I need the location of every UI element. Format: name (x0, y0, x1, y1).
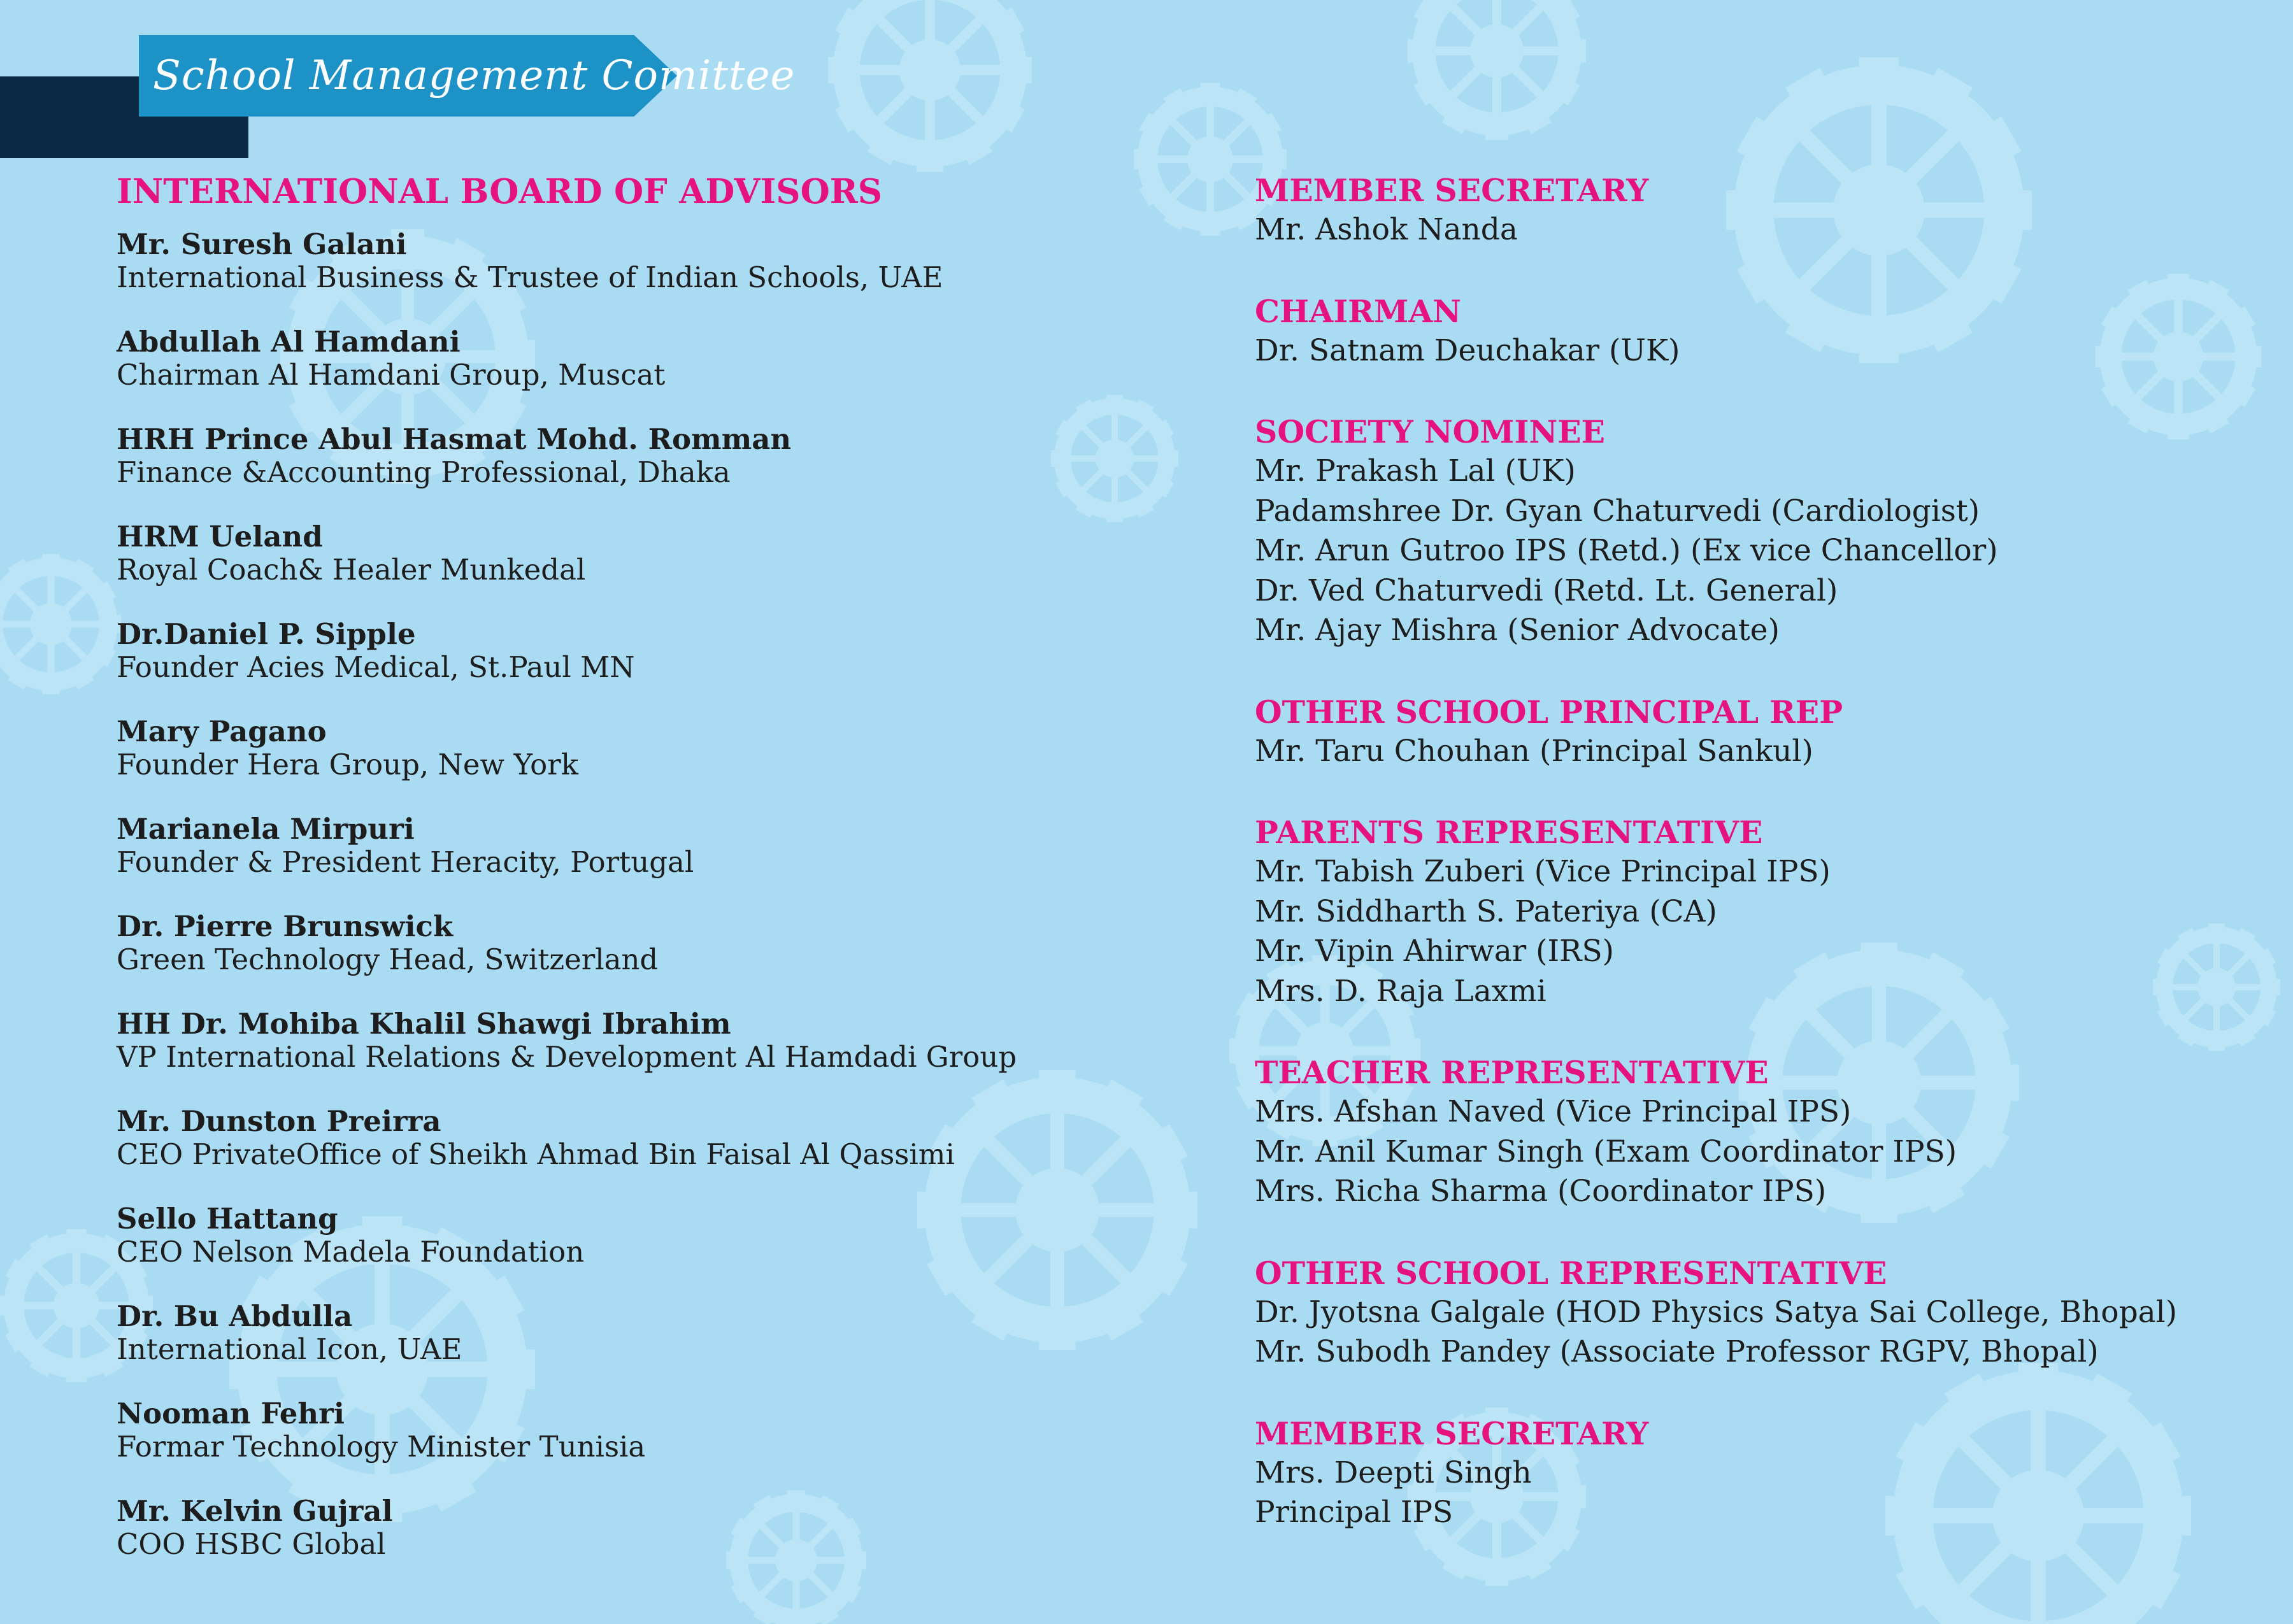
member-line: Mrs. Afshan Naved (Vice Principal IPS) (1255, 1094, 1852, 1129)
advisors-heading: INTERNATIONAL BOARD OF ADVISORS (117, 172, 883, 211)
advisor-role: COO HSBC Global (117, 1527, 386, 1561)
member-line: Mr. Arun Gutroo IPS (Retd.) (Ex vice Chancellor) (1255, 533, 1998, 568)
advisor-entry (117, 1300, 1136, 1366)
committee-column (1255, 171, 2274, 1533)
advisor-entry (117, 423, 1136, 489)
member-line: Mr. Vipin Ahirwar (IRS) (1255, 934, 1614, 969)
section-member-secretary-2 (1255, 1414, 2274, 1533)
advisors-column (117, 172, 1136, 1561)
member-line: Mr. Subodh Pandey (Associate Professor RGPV, Bhopal) (1255, 1334, 2099, 1369)
section-society-nominee (1255, 412, 2274, 651)
advisor-name: HH Dr. Mohiba Khalil Shawgi Ibrahim (117, 1007, 731, 1041)
advisor-name: HRM Ueland (117, 520, 323, 553)
advisor-name: Dr. Bu Abdulla (117, 1299, 353, 1333)
advisor-role: International Business & Trustee of Indian Schools, UAE (117, 260, 943, 294)
member-line: Dr. Satnam Deuchakar (UK) (1255, 332, 1680, 368)
advisor-role: International Icon, UAE (117, 1332, 462, 1366)
advisor-role: Formar Technology Minister Tunisia (117, 1430, 646, 1464)
member-line: Mr. Anil Kumar Singh (Exam Coordinator IPS) (1255, 1134, 1957, 1169)
advisor-role: Royal Coach& Healer Munkedal (117, 553, 586, 587)
member-line: Mr. Ajay Mishra (Senior Advocate) (1255, 613, 1780, 648)
member-line: Mr. Tabish Zuberi (Vice Principal IPS) (1255, 854, 1831, 889)
member-line: Mrs. Deepti Singh (1255, 1455, 1532, 1490)
member-line: Dr. Ved Chaturvedi (Retd. Lt. General) (1255, 573, 1838, 608)
section-heading: MEMBER SECRETARY (1255, 172, 1649, 209)
section-member-secretary (1255, 171, 2274, 250)
advisor-name: Abdullah Al Hamdani (117, 325, 461, 359)
advisor-role: Finance &Accounting Professional, Dhaka (117, 455, 731, 489)
section-heading: MEMBER SECRETARY (1255, 1414, 1649, 1452)
advisor-entry (117, 520, 1136, 587)
advisor-role: Founder & President Heracity, Portugal (117, 845, 694, 879)
advisor-name: Dr.Daniel P. Sipple (117, 617, 416, 651)
advisor-entry (117, 813, 1136, 879)
member-line: Principal IPS (1255, 1495, 1454, 1530)
section-other-school-principal-rep (1255, 692, 2274, 772)
advisor-entry (117, 325, 1136, 392)
section-heading: PARENTS REPRESENTATIVE (1255, 814, 1763, 851)
section-parents-representative (1255, 813, 2274, 1011)
advisor-role: VP International Relations & Development Al Hamdadi Group (117, 1040, 1017, 1074)
advisor-name: Sello Hattang (117, 1202, 338, 1236)
member-line: Mrs. D. Raja Laxmi (1255, 973, 1547, 1009)
advisor-name: Marianela Mirpuri (117, 812, 415, 846)
advisor-entry (117, 1495, 1136, 1561)
advisor-entry (117, 1202, 1136, 1269)
advisor-name: HRH Prince Abul Hasmat Mohd. Romman (117, 422, 792, 456)
member-line: Dr. Jyotsna Galgale (HOD Physics Satya Sai College, Bhopal) (1255, 1294, 2178, 1330)
advisor-name: Mr. Kelvin Gujral (117, 1494, 393, 1528)
advisor-name: Mr. Suresh Galani (117, 227, 407, 261)
member-line: Mr. Ashok Nanda (1255, 212, 1518, 247)
advisor-role: Founder Acies Medical, St.Paul MN (117, 650, 635, 684)
advisor-name: Mr. Dunston Preirra (117, 1104, 441, 1138)
section-chairman (1255, 292, 2274, 371)
advisor-entry (117, 228, 1136, 294)
advisor-entry (117, 910, 1136, 976)
member-line: Mr. Prakash Lal (UK) (1255, 453, 1576, 488)
advisor-entry (117, 1105, 1136, 1171)
section-other-school-representative (1255, 1253, 2274, 1372)
advisor-role: CEO Nelson Madela Foundation (117, 1235, 585, 1269)
member-line: Mr. Siddharth S. Pateriya (CA) (1255, 894, 1717, 929)
advisor-entry (117, 715, 1136, 781)
member-line: Mr. Taru Chouhan (Principal Sankul) (1255, 733, 1813, 769)
section-heading: SOCIETY NOMINEE (1255, 413, 1605, 450)
advisor-role: Green Technology Head, Switzerland (117, 943, 659, 976)
advisor-name: Dr. Pierre Brunswick (117, 909, 454, 943)
section-heading: TEACHER REPRESENTATIVE (1255, 1054, 1769, 1091)
section-heading: OTHER SCHOOL PRINCIPAL REP (1255, 693, 1843, 730)
banner-title: School Management Comittee (153, 52, 796, 99)
section-heading: CHAIRMAN (1255, 292, 1462, 330)
section-heading: OTHER SCHOOL REPRESENTATIVE (1255, 1254, 1887, 1292)
member-line: Mrs. Richa Sharma (Coordinator IPS) (1255, 1174, 1827, 1209)
advisor-role: Chairman Al Hamdani Group, Muscat (117, 358, 666, 392)
advisor-name: Mary Pagano (117, 715, 327, 748)
advisor-entry (117, 1397, 1136, 1464)
advisor-role: CEO PrivateOffice of Sheikh Ahmad Bin Faisal Al Qassimi (117, 1137, 955, 1171)
advisor-entry (117, 618, 1136, 684)
section-teacher-representative (1255, 1053, 2274, 1212)
advisor-role: Founder Hera Group, New York (117, 748, 579, 781)
advisor-name: Nooman Fehri (117, 1397, 345, 1430)
advisor-entry (117, 1008, 1136, 1074)
member-line: Padamshree Dr. Gyan Chaturvedi (Cardiologist) (1255, 493, 1980, 529)
